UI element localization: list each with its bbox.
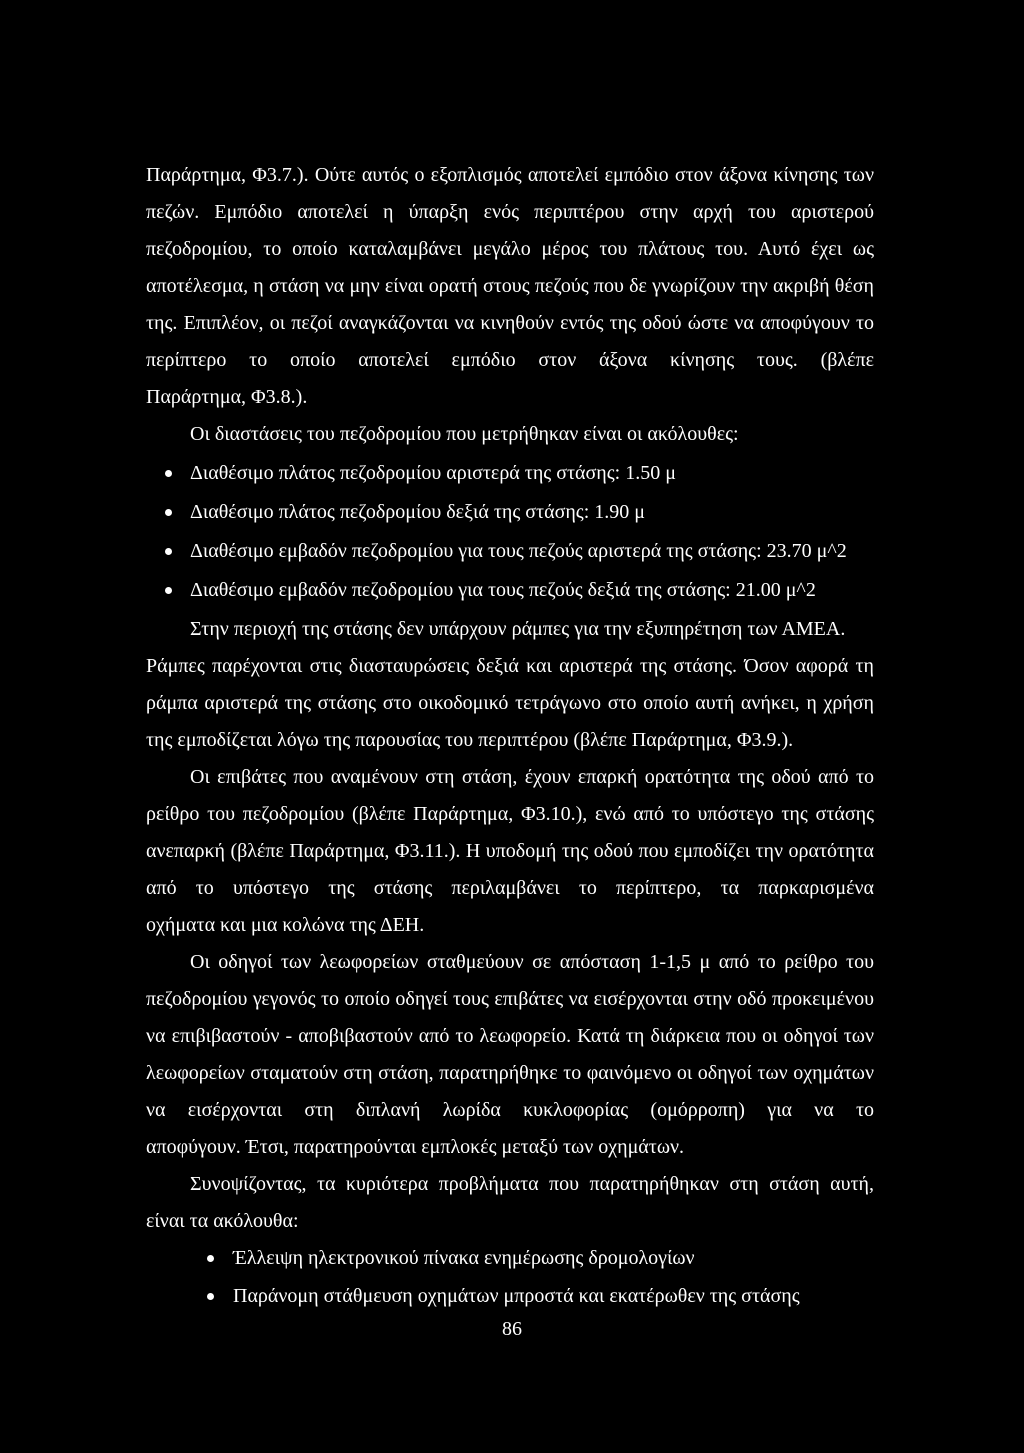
paragraph-ramps: Ράμπες παρέχονται στις διασταυρώσεις δεξιά και αριστερά της στάσης. Όσον αφορά τη ράμπα αριστερά της στάσης στο οικοδομικό τετράγωνο στο οποίο αυτή ανήκει, η χρήση [146, 655, 874, 714]
paragraph-kiosk-obstacle: Παράρτημα, Φ3.7.). Ούτε αυτός ο εξοπλισμός αποτελεί εμπόδιο στον άξονα κίνησης των πεζών. Εμπόδιο αποτελεί η ύπαρξη ενός περιπτέρου στην αρχή του αριστερού πεζοδρομίου, το οποίο καταλαμβάνει μεγάλο μέρος του πλάτους του. Αυτό έχει ως αποτέλεσμα, η στάση να μην είναι ορατή στους πεζούς που δε γνωρίζουν την ακριβή θέση της. Επιπλέον, οι πεζοί αναγκάζονται να κινηθούν εντός της οδού ώστε να αποφύγουν το περίπτερο το οποίο αποτελεί εμπόδιο στον άξονα κίνησης τους. (βλέπε [146, 164, 874, 371]
list-item: Διαθέσιμο εμβαδόν πεζοδρομίου για τους πεζούς δεξιά της στάσης: 21.00 μ^2 [190, 579, 816, 601]
list-item: Έλλειψη ηλεκτρονικού πίνακα ενημέρωσης δρομολογίων [233, 1247, 695, 1269]
bullet-icon [165, 509, 172, 516]
paragraph-visibility-end: οχήματα και μια κολώνα της ΔΕΗ. [146, 914, 425, 936]
page-number: 86 [502, 1318, 522, 1340]
list-item: Διαθέσιμο πλάτος πεζοδρομίου δεξιά της στάσης: 1.90 μ [190, 501, 646, 523]
paragraph-visibility: Οι επιβάτες που αναμένουν στη στάση, έχουν επαρκή ορατότητα της οδού από το ρείθρο του πεζοδρομίου (βλέπε Παράρτημα, Φ3.10.), ενώ από το υπόστεγο της στάσης ανεπαρκή (βλέπε Παράρτημα, Φ3.11.). Η υποδομή της οδού που εμποδίζει την ορατότητα από το υπόστεγο της στάσης περιλαμβάνει το περίπτερο, τα παρκαρισμένα [146, 766, 874, 899]
paragraph-ramps-intro: Στην περιοχή της στάσης δεν υπάρχουν ράμπες για την εξυπηρέτηση των ΑΜΕΑ. [190, 618, 846, 640]
bullet-icon [207, 1255, 214, 1262]
list-item: Παράνομη στάθμευση οχημάτων μπροστά και εκατέρωθεν της στάσης [233, 1285, 800, 1307]
bullet-icon [165, 548, 172, 555]
paragraph-bus-drivers: Οι οδηγοί των λεωφορείων σταθμεύουν σε απόσταση 1-1,5 μ από το ρείθρο του πεζοδρομίου γεγονός το οποίο οδηγεί τους επιβάτες να εισέρχονται στην οδό προκειμένου να επιβιβαστούν - αποβιβαστούν από το λεωφορείο. Κατά τη διάρκεια που οι οδηγοί των λεωφορείων σταματούν στη στάση, παρατηρήθηκε το φαινόμενο οι οδηγοί των οχημάτων να εισέρχονται στη διπλανή λωρίδα κυκλοφορίας (ομόρροπη) για να το [146, 951, 874, 1121]
bullet-icon [165, 470, 172, 477]
list-item: Διαθέσιμο εμβαδόν πεζοδρομίου για τους πεζούς αριστερά της στάσης: 23.70 μ^2 [190, 540, 847, 562]
dimensions-intro: Οι διαστάσεις του πεζοδρομίου που μετρήθηκαν είναι οι ακόλουθες: [190, 423, 739, 445]
bullet-icon [207, 1293, 214, 1300]
bullet-icon [165, 587, 172, 594]
paragraph-bus-drivers-end: αποφύγουν. Έτσι, παρατηρούνται εμπλοκές μεταξύ των οχημάτων. [146, 1136, 685, 1158]
paragraph-summary-end: είναι τα ακόλουθα: [146, 1210, 299, 1232]
paragraph-kiosk-obstacle-end: Παράρτημα, Φ3.8.). [146, 386, 308, 408]
paragraph-summary: Συνοψίζοντας, τα κυριότερα προβλήματα που παρατηρήθηκαν στη στάση αυτή, [190, 1173, 874, 1195]
list-item: Διαθέσιμο πλάτος πεζοδρομίου αριστερά της στάσης: 1.50 μ [190, 462, 676, 484]
paragraph-ramps-end: της εμποδίζεται λόγω της παρουσίας του περιπτέρου (βλέπε Παράρτημα, Φ3.9.). [146, 729, 794, 751]
